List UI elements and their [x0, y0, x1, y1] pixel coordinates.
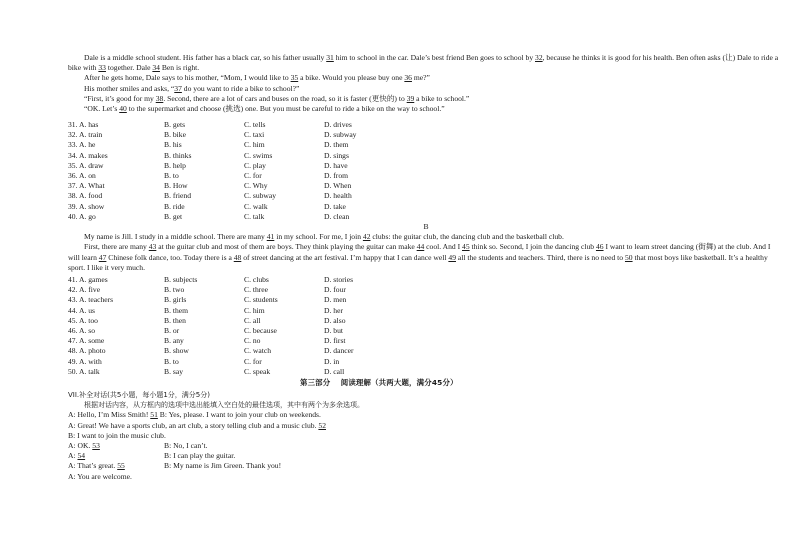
text: My name is Jill. I study in a middle school. There are many	[84, 232, 267, 242]
blank-51: 51	[150, 410, 158, 420]
option: D. call	[324, 366, 345, 376]
option: 46. A. so	[68, 326, 96, 336]
option: D. have	[324, 160, 348, 170]
option: C. him	[244, 140, 265, 150]
blank-55: 55	[117, 461, 125, 471]
option: 47. A. some	[68, 336, 105, 346]
text: cool. And I	[424, 242, 463, 252]
option: 49. A. with	[68, 356, 102, 366]
dialogue-b: B: No, I can’t.	[164, 441, 208, 451]
option: D. also	[324, 315, 346, 325]
blank-35: 35	[290, 73, 299, 83]
option: B. say	[164, 366, 183, 376]
text: of street dancing at the art festival. I’m happy that I can dance well	[241, 252, 449, 262]
option: C. because	[244, 326, 277, 336]
dialogue-line: A: You are welcome.	[68, 471, 132, 481]
option: 39. A. show	[68, 201, 105, 211]
text: at the guitar club and most of them are boys. They think playing the guitar can make	[156, 242, 417, 252]
blank-32: 32	[535, 53, 543, 62]
options-41-50	[68, 275, 784, 377]
text: Chinese folk dance, too. Today there is a	[106, 252, 234, 262]
blank-42: 42	[362, 232, 371, 242]
text: a bike. Would you please buy one	[298, 73, 405, 83]
option: C. clubs	[244, 275, 269, 284]
option: D. stories	[324, 275, 354, 284]
text: Ben is right.	[159, 63, 200, 73]
option: B. to	[164, 171, 179, 181]
text: that most boys like basketball. It’s a healthy sport. I like it very much.	[68, 252, 768, 272]
option: 44. A. us	[68, 305, 96, 315]
blank-53: 53	[92, 441, 100, 451]
option: D. first	[324, 336, 346, 346]
option: C. watch	[244, 346, 271, 356]
passage-b-paragraph-1	[68, 232, 784, 242]
option: C. for	[244, 171, 262, 181]
dialogue-line	[68, 421, 784, 431]
text: do you want to ride a bike to school?”	[181, 83, 300, 93]
option: 45. A. too	[68, 315, 98, 325]
option: C. tells	[244, 120, 266, 129]
text: together. Dale	[105, 63, 153, 73]
option: C. speak	[244, 366, 271, 376]
passage-a-paragraph-2	[68, 73, 784, 83]
text: After he gets home, Dale says to his mother, “Mom, I would like to	[84, 73, 291, 83]
text: His mother smiles and asks, “	[84, 83, 175, 93]
option: 31. A. has	[68, 120, 99, 129]
option: D. her	[324, 305, 343, 315]
option: C. him	[244, 305, 265, 315]
dialogue-a	[68, 441, 164, 451]
option: D. men	[324, 295, 347, 305]
option: 36. A. on	[68, 171, 96, 181]
text: to the supermarket and choose (挑选) one. But you must be careful to ride a bike on the way to school.”	[126, 104, 445, 114]
text: Dale is a middle school student. His father has a black car, so his father usually	[84, 53, 327, 62]
option: D. four	[324, 285, 346, 295]
blank-54: 54	[77, 451, 86, 461]
dialogue-line	[68, 410, 784, 420]
option: B. subjects	[164, 275, 198, 284]
passage-b-label: B	[423, 222, 429, 231]
passage-a-paragraph-4	[68, 94, 784, 104]
option: D. dancer	[324, 346, 354, 356]
passage-a-paragraph-3	[68, 84, 784, 94]
blank-48: 48	[233, 252, 242, 262]
option: C. students	[244, 295, 278, 305]
option: D. in	[324, 356, 340, 366]
option: B. girls	[164, 295, 187, 305]
dialogue-pair	[68, 441, 784, 472]
option: D. subway	[324, 130, 357, 140]
passage-b	[68, 222, 784, 273]
text: I want to learn street dancing (街舞) at the club. And I will learn	[68, 242, 771, 262]
blank-39: 39	[406, 93, 415, 103]
dialogue-a	[68, 461, 164, 471]
option: 41. A. games	[68, 275, 108, 284]
section-vii	[68, 390, 784, 482]
option: B. friend	[164, 191, 191, 201]
option: B. bike	[164, 130, 186, 140]
text: B: Yes, please. I want to join your club on weekends.	[157, 410, 321, 420]
option: 48. A. photo	[68, 346, 106, 356]
text: A: That’s great.	[68, 461, 118, 471]
option: D. take	[324, 201, 346, 211]
text: A: OK.	[68, 441, 93, 451]
option: D. When	[324, 181, 352, 191]
blank-37: 37	[174, 83, 182, 93]
passage-a-paragraph-1	[68, 53, 784, 73]
section-header: 第三部分 阅读理解（共两大题，满分45分）	[300, 378, 458, 387]
text: all the students and teachers. Third, there is no need to	[455, 252, 625, 262]
section-vii-instruction: 根据对话内容，从方框内的选项中选出能填入空白处的最佳选项，其中有两个为多余选项。	[84, 401, 364, 410]
blank-52: 52	[318, 420, 326, 430]
text: clubs: the guitar club, the dancing club and the basketball club.	[370, 232, 564, 242]
option: 42. A. five	[68, 285, 101, 295]
option: C. all	[244, 315, 261, 325]
option: C. walk	[244, 201, 268, 211]
option: C. subway	[244, 191, 277, 201]
option: 34. A. makes	[68, 150, 108, 160]
option: B. How	[164, 181, 188, 191]
blank-36: 36	[404, 73, 412, 83]
text: him to school in the car. Dale’s best friend Ben goes to school by	[333, 53, 536, 62]
option: 32. A. train	[68, 130, 103, 140]
passage-a	[68, 53, 784, 114]
blank-31: 31	[326, 53, 334, 62]
blank-33: 33	[98, 63, 106, 73]
option: B. ride	[164, 201, 185, 211]
text: a bike to school.”	[414, 93, 470, 103]
blank-45: 45	[462, 242, 470, 252]
option: B. show	[164, 346, 189, 356]
option: C. no	[244, 336, 261, 346]
option: B. thinks	[164, 150, 192, 160]
blank-41: 41	[266, 232, 275, 242]
option: 50. A. talk	[68, 366, 100, 376]
option: D. from	[324, 171, 349, 181]
option: 38. A. food	[68, 191, 103, 201]
dialogue-b: B: I can play the guitar.	[164, 451, 236, 461]
option: B. his	[164, 140, 182, 150]
option: B. or	[164, 326, 180, 336]
blank-44: 44	[416, 242, 425, 252]
option: C. three	[244, 285, 269, 295]
option: C. for	[244, 356, 262, 366]
blank-50: 50	[624, 252, 633, 262]
passage-a-paragraph-5	[68, 104, 784, 114]
blank-49: 49	[448, 252, 456, 262]
option: 40. A. go	[68, 211, 96, 221]
blank-43: 43	[148, 242, 157, 252]
option: B. two	[164, 285, 185, 295]
text: “OK. Let’s	[84, 104, 120, 114]
dialogue-line: B: I want to join the music club.	[68, 430, 166, 440]
option: D. but	[324, 326, 343, 336]
option: 37. A. What	[68, 181, 105, 191]
option: B. gets	[164, 120, 186, 129]
option: C. Why	[244, 181, 268, 191]
option: C. taxi	[244, 130, 265, 140]
blank-40: 40	[119, 104, 127, 114]
option: 35. A. draw	[68, 160, 104, 170]
text: A: Great! We have a sports club, an art club, a story telling club and a music club.	[68, 420, 319, 430]
dialogue-a	[68, 451, 164, 461]
option: D. health	[324, 191, 352, 201]
text: First, there are many	[84, 242, 149, 252]
text: “First, it’s good for my	[84, 93, 156, 103]
option: D. clean	[324, 211, 350, 221]
passage-b-paragraph-2	[68, 242, 784, 273]
blank-46: 46	[595, 242, 604, 252]
options-31-40	[68, 120, 784, 222]
option: B. any	[164, 336, 184, 346]
text: think so. Second, I join the dancing club	[469, 242, 596, 252]
section-vii-title: VII.补全对话(共5小题，每小题1分，满分5分)	[68, 391, 210, 399]
dialogue-b: B: My name is Jim Green. Thank you!	[164, 461, 282, 471]
text: in my school. For me, I join	[274, 232, 363, 242]
text: A:	[68, 451, 78, 461]
option: C. play	[244, 160, 266, 170]
option: 33. A. he	[68, 140, 96, 150]
blank-47: 47	[98, 252, 107, 262]
text: me?”	[411, 73, 430, 83]
option: C. swims	[244, 150, 273, 160]
option: B. get	[164, 211, 183, 221]
text: , because he thinks it is good for his health. Ben often asks (让) Dale to ride a bike with	[68, 53, 779, 73]
option: B. them	[164, 305, 189, 315]
option: 43. A. teachers	[68, 295, 114, 305]
text: . Second, there are a lot of cars and buses on the road, so it is faster (更快的) to	[163, 93, 407, 103]
option: B. then	[164, 315, 186, 325]
option: D. sings	[324, 150, 349, 160]
option: D. them	[324, 140, 349, 150]
option: C. talk	[244, 211, 265, 221]
option: B. help	[164, 160, 186, 170]
option: B. to	[164, 356, 179, 366]
text: A: Hello, I’m Miss Smith!	[68, 410, 151, 420]
blank-34: 34	[152, 63, 160, 73]
option: D. drives	[324, 120, 352, 129]
blank-38: 38	[155, 93, 164, 103]
